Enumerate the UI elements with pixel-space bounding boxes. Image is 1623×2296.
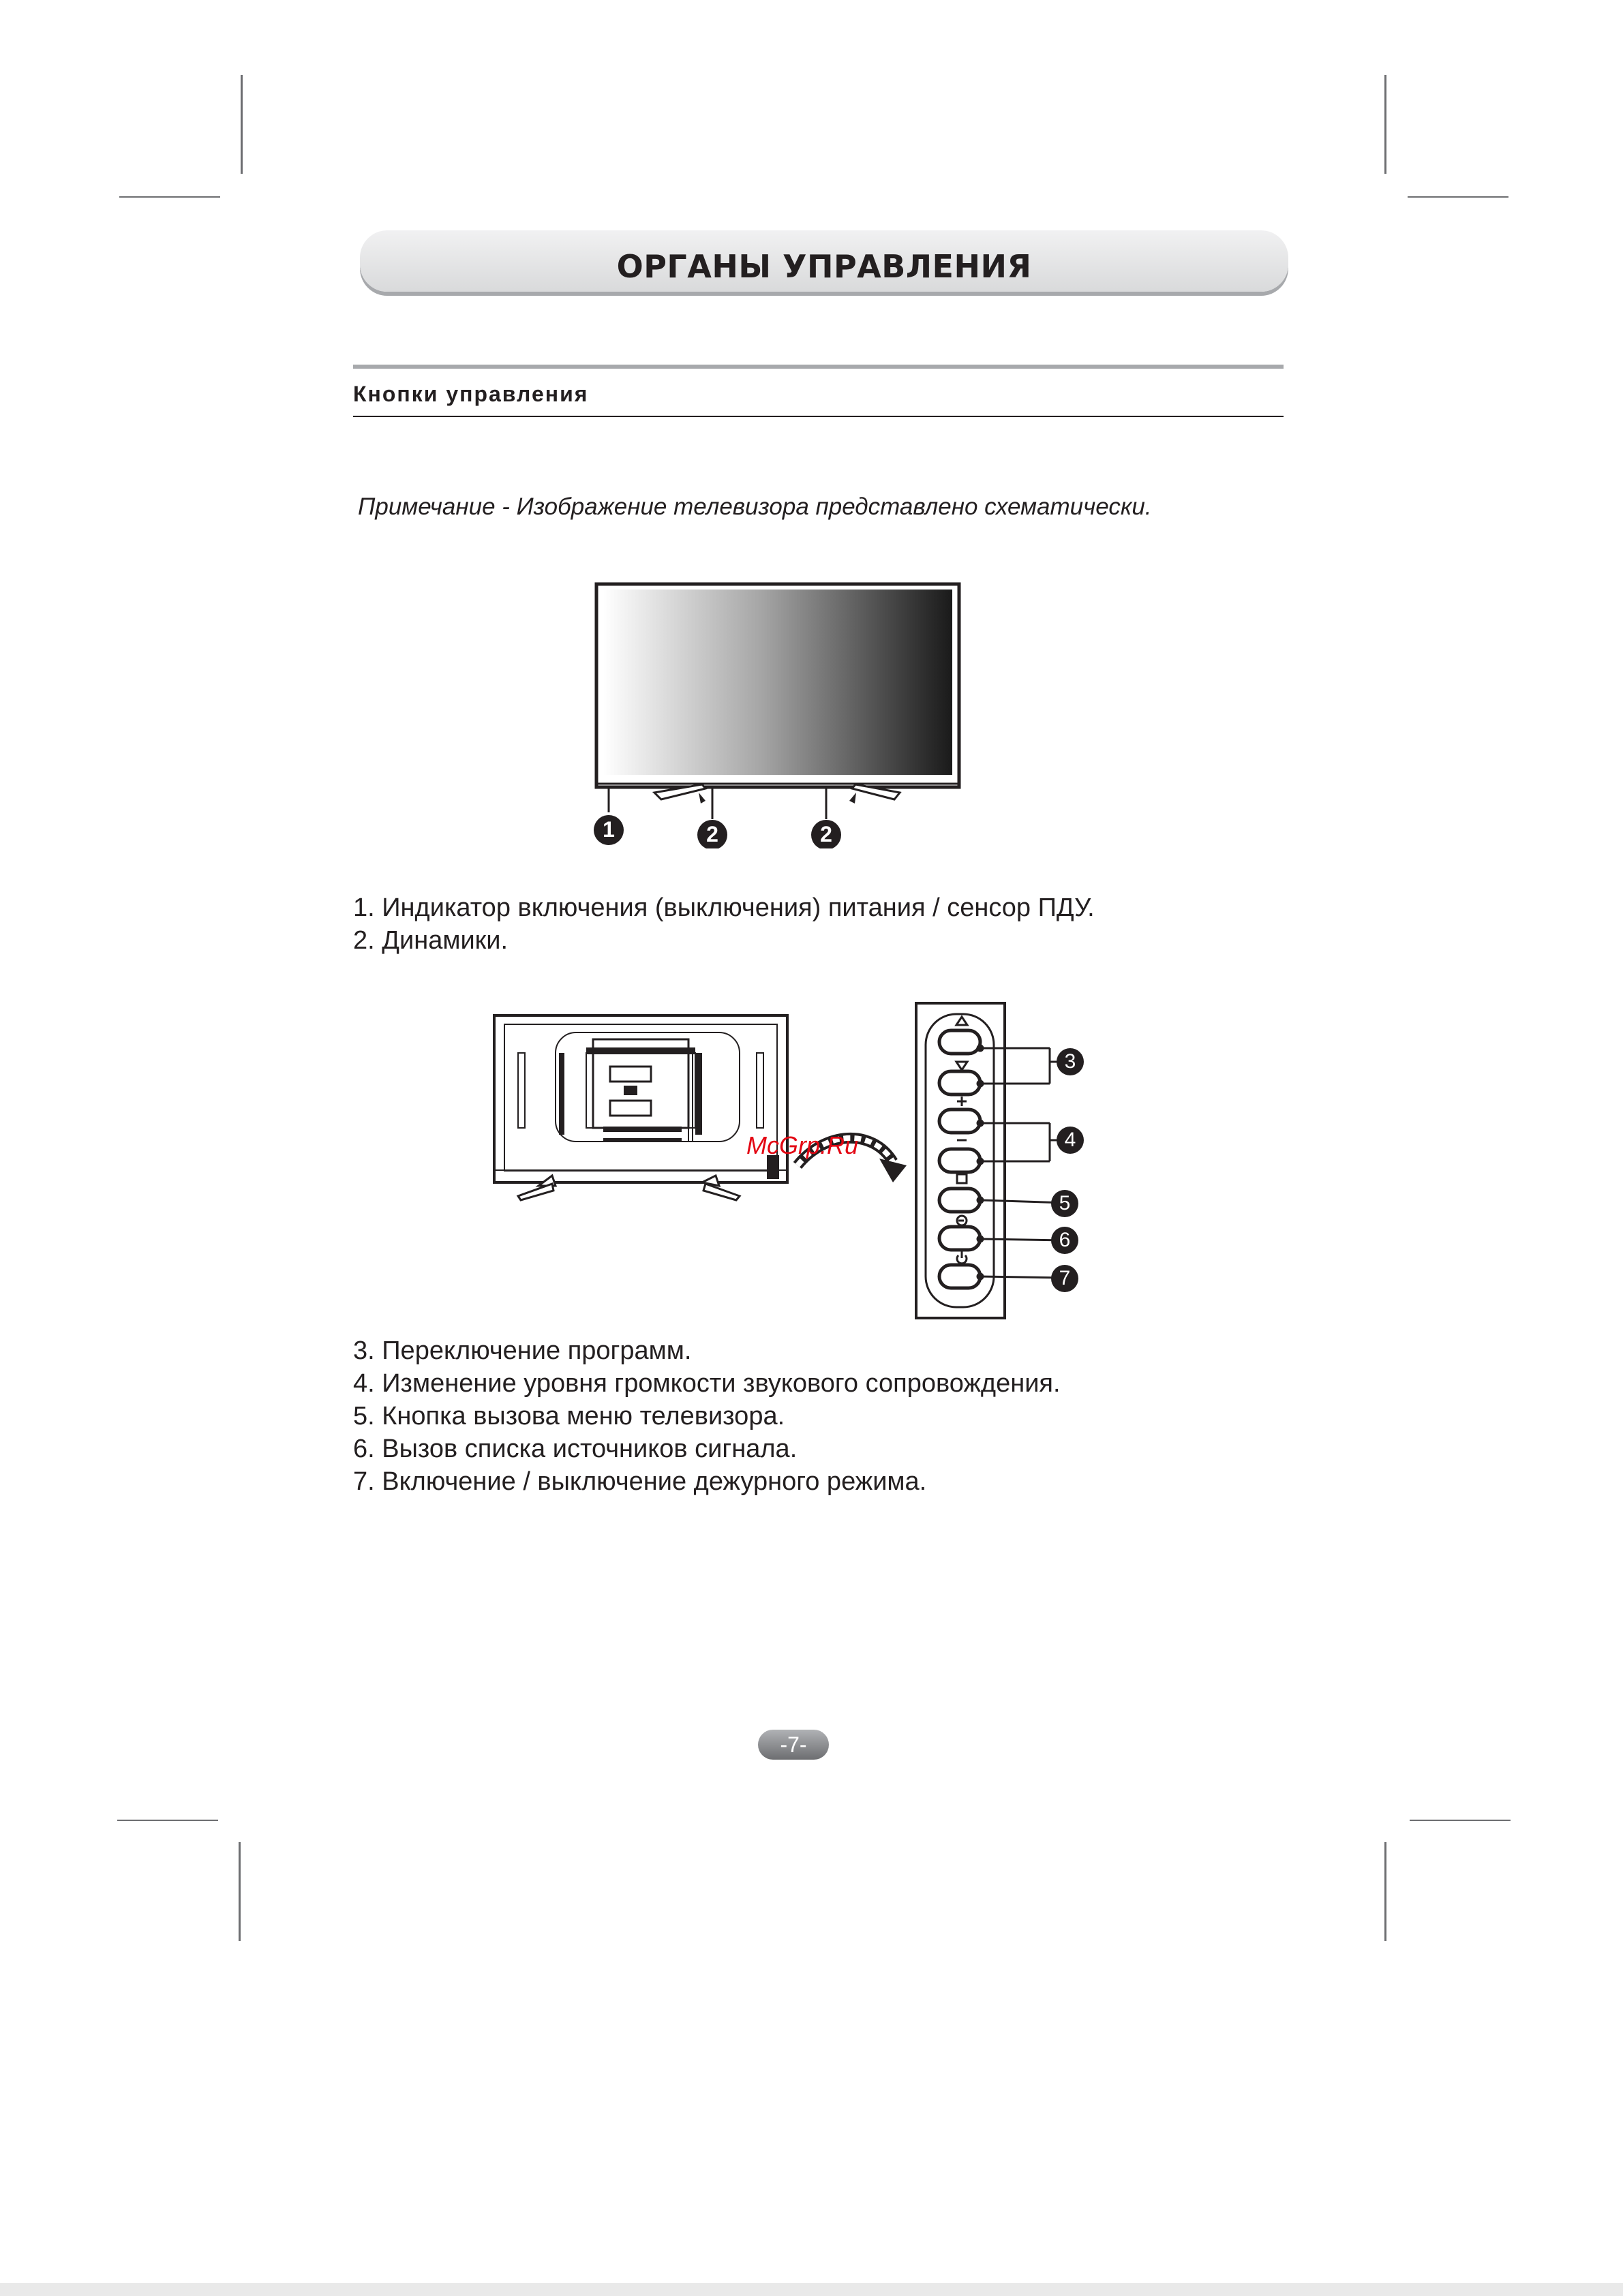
legend-item: 3. Переключение программ. [353, 1336, 692, 1365]
tv-rear-illustration [491, 1012, 791, 1203]
section-heading: Кнопки управления [353, 382, 589, 406]
callout-7-label: 7 [1059, 1267, 1071, 1289]
page-number: -7- [758, 1730, 829, 1760]
callout-2-label: 2 [706, 822, 718, 846]
legend-item: 1. Индикатор включения (выключения) питания / сенсор ПДУ. [353, 893, 1095, 922]
title-banner [360, 230, 1288, 292]
section-divider-bottom [353, 416, 1284, 417]
callout-5-label: 5 [1059, 1192, 1071, 1214]
crop-mark [239, 1842, 241, 1941]
callout-4-label: 4 [1064, 1129, 1076, 1151]
crop-mark [117, 1820, 218, 1821]
crop-mark [119, 196, 220, 198]
legend-item: 4. Изменение уровня громкости звукового сопровождения. [353, 1369, 1061, 1398]
watermark: McGrp.Ru [746, 1131, 859, 1159]
crop-mark [1384, 75, 1386, 174]
crop-mark [1408, 196, 1508, 198]
callout-3-label: 3 [1064, 1050, 1076, 1073]
bottom-band [0, 2283, 1623, 2296]
tv-front-illustration [586, 576, 975, 848]
crop-mark [1384, 1842, 1386, 1941]
tv-screen [603, 590, 952, 775]
legend-item: 2. Динамики. [353, 926, 509, 955]
power-button [939, 1265, 980, 1288]
crop-mark [1410, 1820, 1511, 1821]
channel-up-button [939, 1030, 980, 1054]
legend-item: 5. Кнопка вызова меню телевизора. [353, 1402, 785, 1430]
menu-button [939, 1189, 980, 1212]
panel-legend [353, 1334, 1061, 1498]
volume-down-button [939, 1149, 980, 1172]
callout-6-label: 6 [1059, 1229, 1071, 1251]
volume-up-button [939, 1109, 980, 1133]
note-text: Примечание - Изображение телевизора представлено схематически. [358, 493, 1152, 520]
section-divider-top [353, 365, 1284, 369]
page-title: ОРГАНЫ УПРАВЛЕНИЯ [616, 248, 1032, 285]
callout-1-label: 1 [603, 817, 615, 842]
callout-2-label: 2 [820, 822, 832, 846]
legend-item: 7. Включение / выключение дежурного режима. [353, 1467, 927, 1496]
front-legend [353, 891, 1095, 957]
crop-mark [241, 75, 243, 174]
legend-item: 6. Вызов списка источников сигнала. [353, 1435, 798, 1463]
channel-down-button [939, 1071, 980, 1095]
source-button [939, 1227, 980, 1250]
